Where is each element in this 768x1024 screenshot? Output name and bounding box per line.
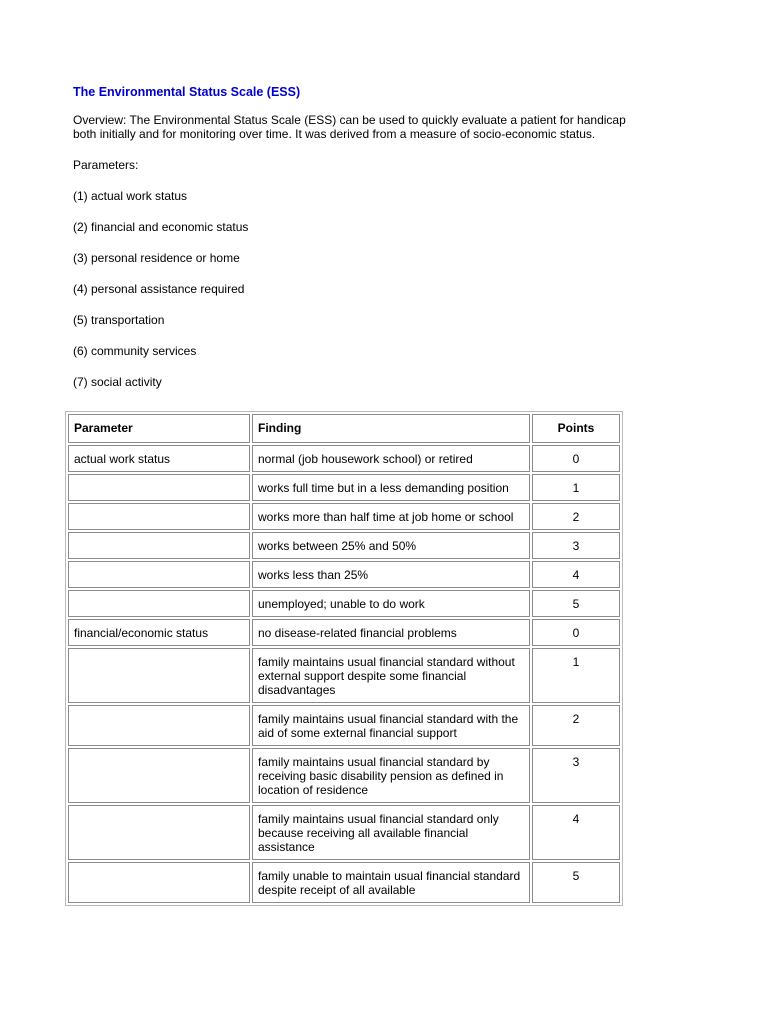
cell-points: 1 xyxy=(532,648,620,703)
table-row xyxy=(68,862,620,903)
parameter-item: (5) transportation xyxy=(73,313,165,327)
table-row xyxy=(68,445,620,472)
cell-parameter xyxy=(68,805,250,860)
cell-points: 0 xyxy=(532,619,620,646)
cell-points: 4 xyxy=(532,561,620,588)
parameter-item: (6) community services xyxy=(73,344,197,358)
table-row xyxy=(68,805,620,860)
table-row xyxy=(68,705,620,746)
overview-paragraph xyxy=(73,113,713,141)
header-finding: Finding xyxy=(252,414,530,443)
cell-points: 3 xyxy=(532,748,620,803)
cell-finding: family maintains usual financial standard with the aid of some external financial support xyxy=(252,705,530,746)
parameter-item: (1) actual work status xyxy=(73,189,188,203)
header-parameter: Parameter xyxy=(68,414,250,443)
cell-finding: works full time but in a less demanding position xyxy=(252,474,530,501)
cell-finding: family maintains usual financial standard by receiving basic disability pension as defined in location of residence xyxy=(252,748,530,803)
cell-parameter xyxy=(68,532,250,559)
cell-points: 0 xyxy=(532,445,620,472)
cell-parameter xyxy=(68,648,250,703)
parameter-item: (4) personal assistance required xyxy=(73,282,245,296)
overview-line-2: both initially and for monitoring over time. It was derived from a measure of socio-economic status. xyxy=(73,127,596,141)
cell-parameter xyxy=(68,862,250,903)
table-row xyxy=(68,474,620,501)
table-row xyxy=(68,648,620,703)
table-row xyxy=(68,748,620,803)
cell-points: 2 xyxy=(532,503,620,530)
cell-finding: family maintains usual financial standard without external support despite some financial disadvantages xyxy=(252,648,530,703)
cell-parameter xyxy=(68,561,250,588)
cell-points: 1 xyxy=(532,474,620,501)
cell-finding: family unable to maintain usual financial standard despite receipt of all available xyxy=(252,862,530,903)
cell-finding: works between 25% and 50% xyxy=(252,532,530,559)
cell-finding: normal (job housework school) or retired xyxy=(252,445,530,472)
table-row xyxy=(68,561,620,588)
table-row xyxy=(68,503,620,530)
cell-finding: works more than half time at job home or school xyxy=(252,503,530,530)
cell-finding: works less than 25% xyxy=(252,561,530,588)
cell-finding: no disease-related financial problems xyxy=(252,619,530,646)
cell-parameter xyxy=(68,474,250,501)
cell-points: 5 xyxy=(532,590,620,617)
cell-parameter xyxy=(68,748,250,803)
cell-points: 4 xyxy=(532,805,620,860)
overview-line-1: Overview: The Environmental Status Scale (ESS) can be used to quickly evaluate a patient for handicap xyxy=(73,113,626,127)
cell-parameter: financial/economic status xyxy=(68,619,250,646)
parameter-item: (2) financial and economic status xyxy=(73,220,249,234)
parameter-item: (7) social activity xyxy=(73,375,162,389)
cell-finding: family maintains usual financial standard only because receiving all available financial assistance xyxy=(252,805,530,860)
ess-table xyxy=(65,411,623,906)
table-header-row xyxy=(68,414,620,443)
cell-parameter xyxy=(68,503,250,530)
cell-parameter xyxy=(68,590,250,617)
table-row xyxy=(68,619,620,646)
parameter-item: (3) personal residence or home xyxy=(73,251,240,265)
cell-points: 3 xyxy=(532,532,620,559)
cell-parameter xyxy=(68,705,250,746)
cell-parameter: actual work status xyxy=(68,445,250,472)
cell-points: 2 xyxy=(532,705,620,746)
parameters-heading: Parameters: xyxy=(73,158,139,172)
document-title: The Environmental Status Scale (ESS) xyxy=(73,85,301,99)
cell-points: 5 xyxy=(532,862,620,903)
cell-finding: unemployed; unable to do work xyxy=(252,590,530,617)
table-row xyxy=(68,590,620,617)
ess-table-body xyxy=(68,414,620,903)
document-body xyxy=(73,84,713,389)
header-points: Points xyxy=(532,414,620,443)
table-row xyxy=(68,532,620,559)
